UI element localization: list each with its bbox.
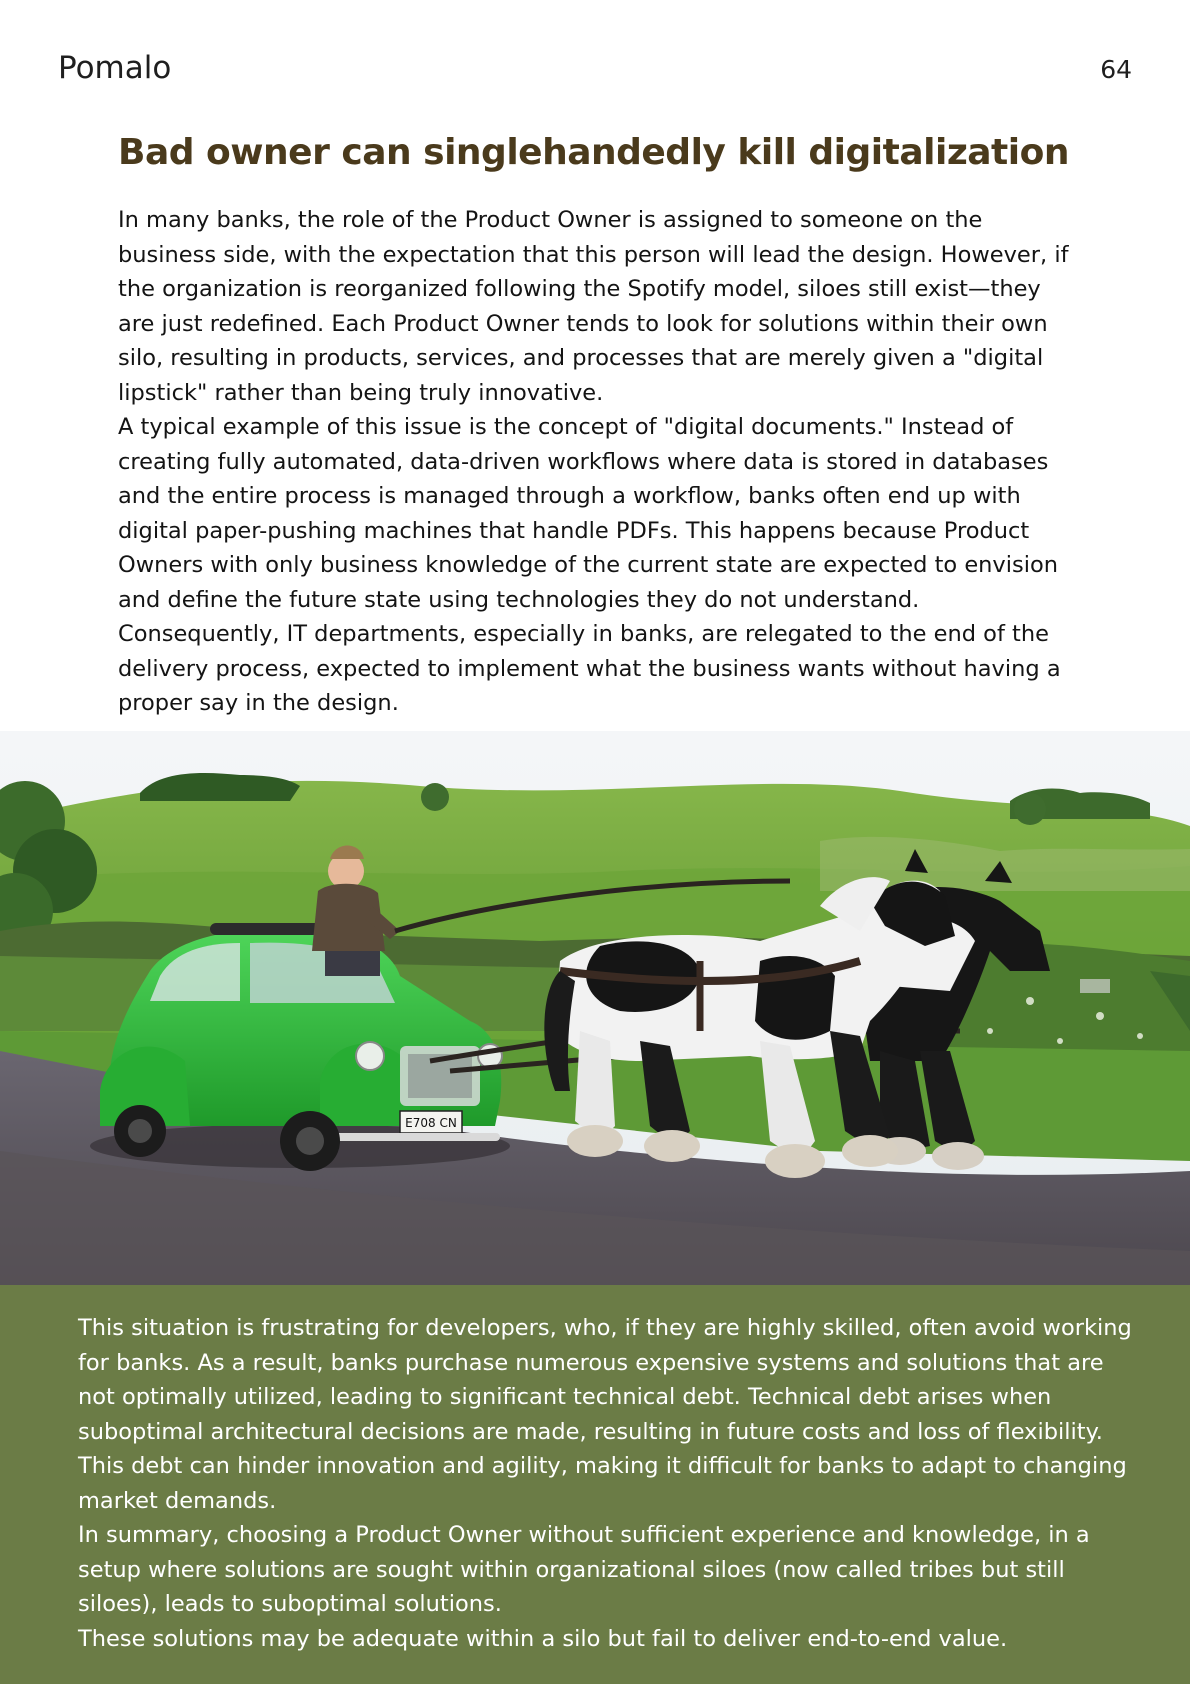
license-plate: E708 CN: [405, 1116, 457, 1130]
paragraph: Consequently, IT departments, especially in banks, are relegated to the end of the delivery process, expected to implement what the business wants without having a proper say in the design.: [118, 621, 1061, 716]
paragraph: In summary, choosing a Product Owner without sufficient experience and knowledge, in a setup where solutions are sought within organizational siloes (now called tribes but still siloes), leads to suboptimal solutions.: [78, 1522, 1090, 1617]
summary-panel: [0, 1285, 1190, 1684]
paragraph: This situation is frustrating for developers, who, if they are highly skilled, often avoid working for banks. As a result, banks purchase numerous expensive systems and solutions that are not optimally utilized, leading to significant technical debt. Technical debt arises when suboptimal architectural decisions are made, resulting in future costs and loss of flexibility. This debt can hinder innovation and agility, making it difficult for banks to adapt to changing market demands.: [78, 1315, 1132, 1514]
paragraph: A typical example of this issue is the concept of "digital documents." Instead of creating fully automated, data-driven workflows where data is stored in databases and the entire process is managed through a workflow, banks often end up with digital paper-pushing machines that handle PDFs. This happens because Product Owners with only business knowledge of the current state are expected to envision and define the future state using technologies they do not understand.: [118, 414, 1058, 613]
intro-text: [118, 203, 1078, 721]
paragraph: In many banks, the role of the Product Owner is assigned to someone on the business side, with the expectation that this person will lead the design. However, if the organization is reorganized following the Spotify model, siloes still exist—they are just redefined. Each Product Owner tends to look for solutions within their own silo, resulting in products, services, and processes that are merely given a "digital lipstick" rather than being truly innovative.: [118, 207, 1069, 406]
brand-logo: Pomalo: [58, 50, 172, 86]
horses-pulling-car-photo: [0, 731, 1190, 1285]
summary-text: [78, 1311, 1138, 1656]
page-title: Bad owner can singlehandedly kill digitalization: [118, 132, 1069, 173]
photo-illustration: [0, 731, 1190, 1285]
paragraph: These solutions may be adequate within a silo but fail to deliver end-to-end value.: [78, 1625, 1008, 1652]
page-number: 64: [1100, 55, 1132, 84]
